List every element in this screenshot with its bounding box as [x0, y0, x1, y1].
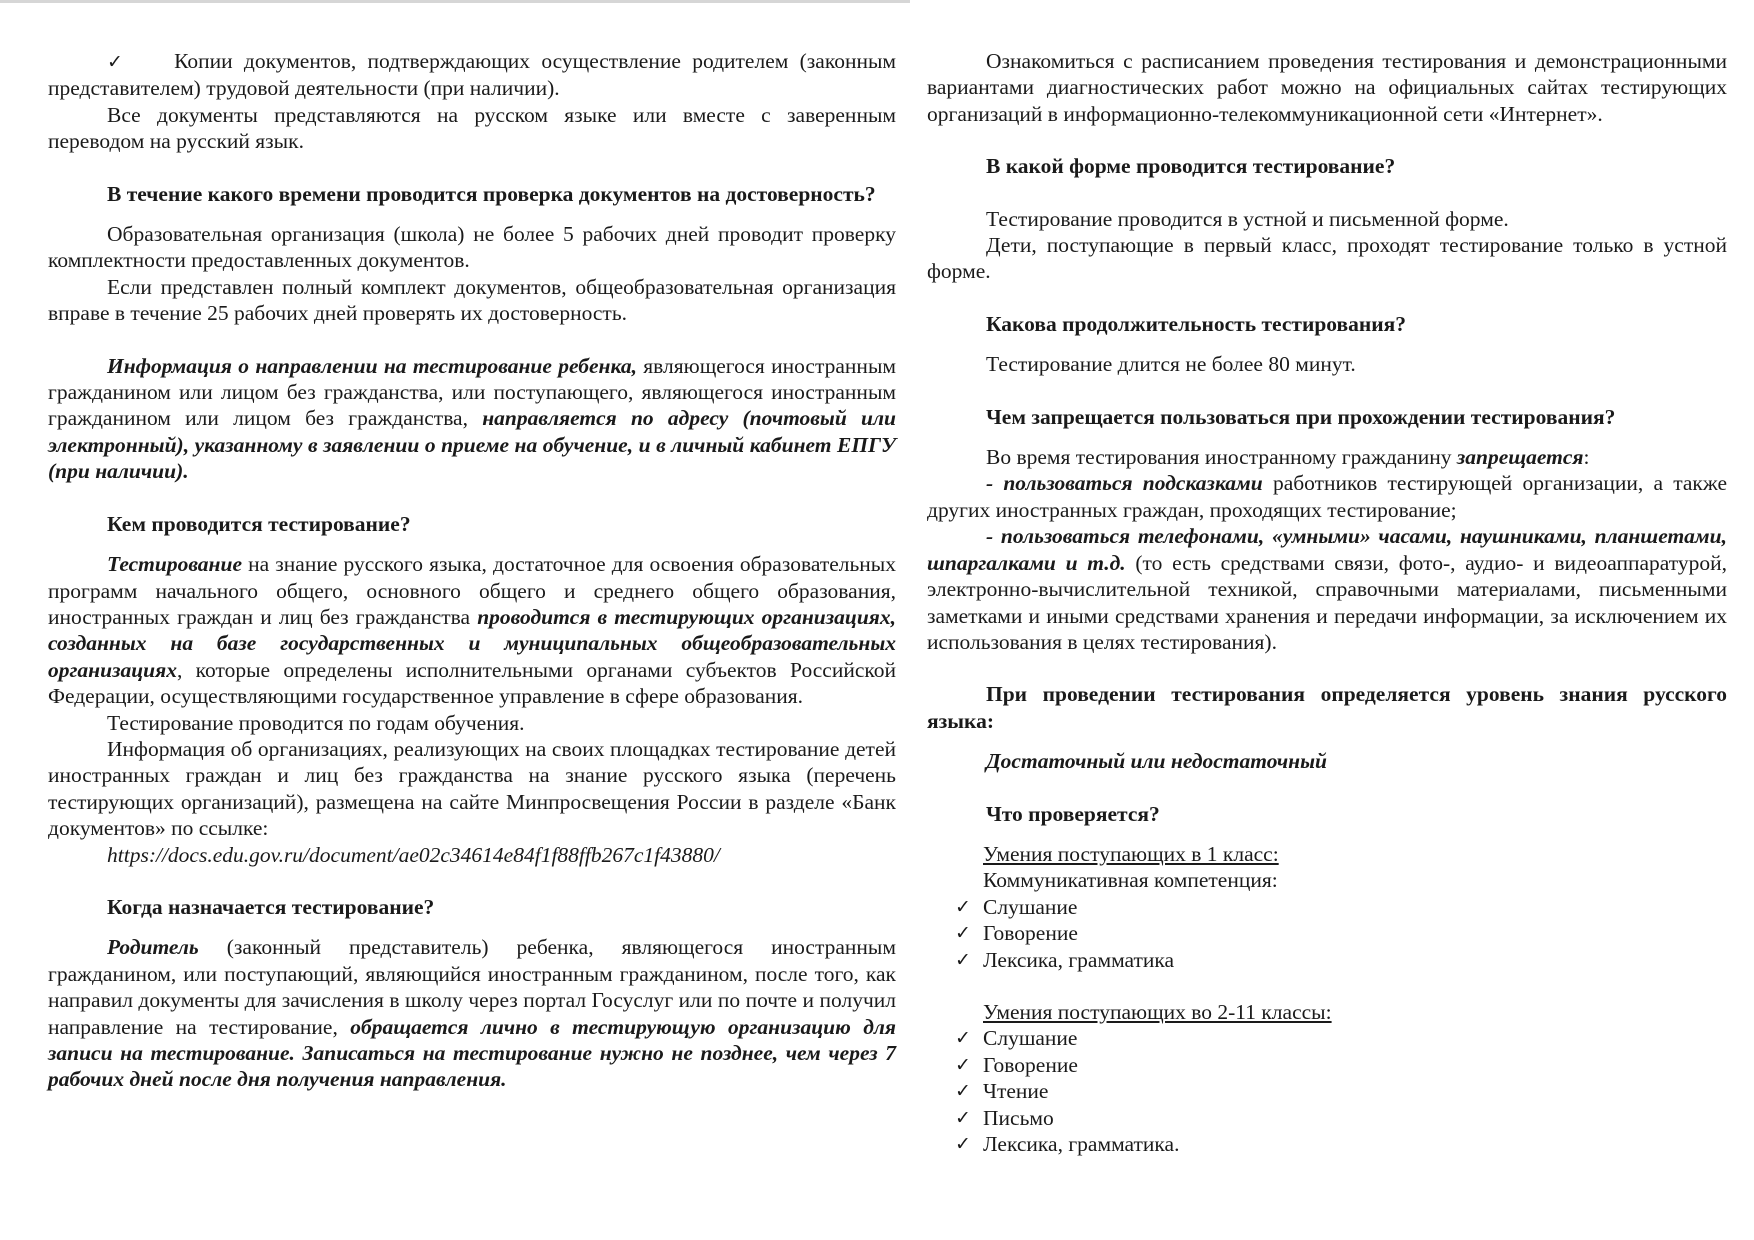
question-prohibited: Чем запрещается пользоваться при прохождении тестирования? [986, 404, 1616, 429]
check-icon: ✓ [955, 1053, 971, 1076]
question-level: При проведении тестирования определяется уровень знания русского языка: [927, 682, 1727, 733]
right-column [927, 48, 1727, 1157]
skill-item [927, 1131, 1727, 1157]
skill-label: Говорение [983, 921, 1078, 946]
prohibited-hints-item: - пользоваться подсказками работников тестирующей организации, а также других иностранных граждан, проходящих тестирование; [927, 471, 1727, 522]
top-rule [0, 0, 910, 3]
skill-item [927, 1052, 1727, 1078]
skill-item [927, 1105, 1727, 1131]
years-of-study-paragraph: Тестирование проводится по годам обучения. [107, 710, 525, 735]
check-icon: ✓ [955, 895, 971, 918]
check-icon: ✓ [955, 1133, 971, 1155]
referral-info-paragraph: Информация о направлении на тестирование ребенка, являющегося иностранным гражданином или лицом без гражданства, или поступающего, являющегося иностранным гражданином или лицом без гражданства, направляется по адресу (почтовый или электронный), указанному в заявлении о приеме на обучение, и в личный кабинет ЕПГУ (при наличии). [48, 353, 896, 484]
organizations-info-paragraph: Информация об организациях, реализующих на своих площадках тестирование детей иностранных граждан и лиц без гражданства на знание русского языка (перечень тестирующих организаций), размещена на сайте Минпросвещения России в разделе «Банк документов» по ссылке: [48, 736, 896, 841]
skill-label: Лексика, грамматика [983, 947, 1175, 972]
schedule-info-paragraph: Ознакомиться с расписанием проведения тестирования и демонстрационными вариантами диагностических работ можно на официальных сайтах тестирующих организаций в информационно-телекоммуникационной сети «Интернет». [927, 49, 1727, 126]
russian-language-note: Все документы представляются на русском языке или вместе с заверенным переводом на русский язык. [48, 102, 896, 154]
check-icon: ✓ [955, 1080, 971, 1103]
skill-item [927, 947, 1727, 973]
check-icon: ✓ [955, 1027, 971, 1050]
level-result: Достаточный или недостаточный [986, 749, 1327, 774]
question-duration: Какова продолжительность тестирования? [986, 311, 1407, 336]
left-column [48, 48, 896, 1093]
duration-paragraph: Тестирование длится не более 80 минут. [986, 352, 1356, 377]
skill-label: Лексика, грамматика. [983, 1132, 1180, 1156]
question-what-checked: Что проверяется? [986, 801, 1160, 826]
skill-item [927, 1025, 1727, 1051]
documents-link[interactable]: https://docs.edu.gov.ru/document/ae02c34614e84f1f88ffb267c1f43880/ [107, 842, 720, 867]
skill-item [927, 920, 1727, 946]
check-icon: ✓ [955, 1106, 971, 1129]
check-icon: ✓ [107, 51, 129, 73]
check-icon: ✓ [955, 922, 971, 945]
skill-label: Слушание [983, 1026, 1078, 1051]
skill-label: Чтение [983, 1079, 1049, 1104]
school-check-paragraph: Образовательная организация (школа) не более 5 рабочих дней проводит проверку комплектности предоставленных документов. [48, 222, 896, 273]
authenticity-check-paragraph: Если представлен полный комплект документов, общеобразовательная организация вправе в течение 25 рабочих дней проверять их достоверность. [48, 274, 896, 326]
grade2-11-skills-list [927, 1025, 1727, 1157]
question-testing-form: В какой форме проводится тестирование? [986, 154, 1396, 179]
skill-item [927, 1078, 1727, 1104]
parent-appointment-paragraph: Родитель (законный представитель) ребенка, являющегося иностранным гражданином, или поступающий, являющийся иностранным гражданином, после того, как направил документы для зачисления в школу через портал Госуслуг или по почте и получил направление на тестирование, обращается лично в тестирующую организацию для записи на тестирование. Записаться на тестирование нужно не позднее, чем через 7 рабочих дней после дня получения направления. [48, 935, 896, 1092]
skill-label: Письмо [983, 1105, 1054, 1130]
skill-label: Слушание [983, 894, 1078, 919]
first-grade-paragraph: Дети, поступающие в первый класс, проходят тестирование только в устной форме. [927, 233, 1727, 284]
prohibited-devices-item: - пользоваться телефонами, «умными» часами, наушниками, планшетами, шпаргалками и т.д. (то есть средствами связи, фото-, аудио- и видеоаппаратурой, электронно-вычислительной техникой, справочными материалами, письменными заметками и иными средствами хранения и передачи информации, за исключением их использования в целях тестирования). [927, 524, 1727, 654]
question-who-conducts: Кем проводится тестирование? [107, 511, 411, 536]
skill-label: Говорение [983, 1052, 1078, 1077]
grade2-11-skills-title: Умения поступающих во 2-11 классы: [983, 999, 1332, 1024]
testing-organizations-paragraph: Тестирование на знание русского языка, достаточное для освоения образовательных программ начального общего, основного общего и среднего общего образования, иностранных граждан и лиц без гражданства проводится в тестирующих организациях, созданных на базе государственных и муниципальных общеобразовательных организациях, которые определены исполнительными органами субъектов Российской Федерации, осуществляющими государственное управление в сфере образования. [48, 552, 896, 709]
oral-written-paragraph: Тестирование проводится в устной и письменной форме. [986, 206, 1509, 231]
documents-copies-item: ✓ Копии документов, подтверждающих осуществление родителем (законным представителем) трудовой деятельности (при наличии). [48, 49, 897, 101]
question-verification-time: В течение какого времени проводится проверка документов на достоверность? [107, 181, 876, 206]
skill-item [927, 894, 1727, 920]
prohibited-intro: Во время тестирования иностранному гражданину запрещается: [986, 445, 1590, 470]
grade1-skills-list [927, 894, 1727, 973]
grade1-skills-title: Умения поступающих в 1 класс: [983, 841, 1279, 866]
check-icon: ✓ [955, 948, 971, 971]
question-when-scheduled: Когда назначается тестирование? [107, 894, 435, 919]
grade1-competence: Коммуникативная компетенция: [983, 868, 1278, 893]
